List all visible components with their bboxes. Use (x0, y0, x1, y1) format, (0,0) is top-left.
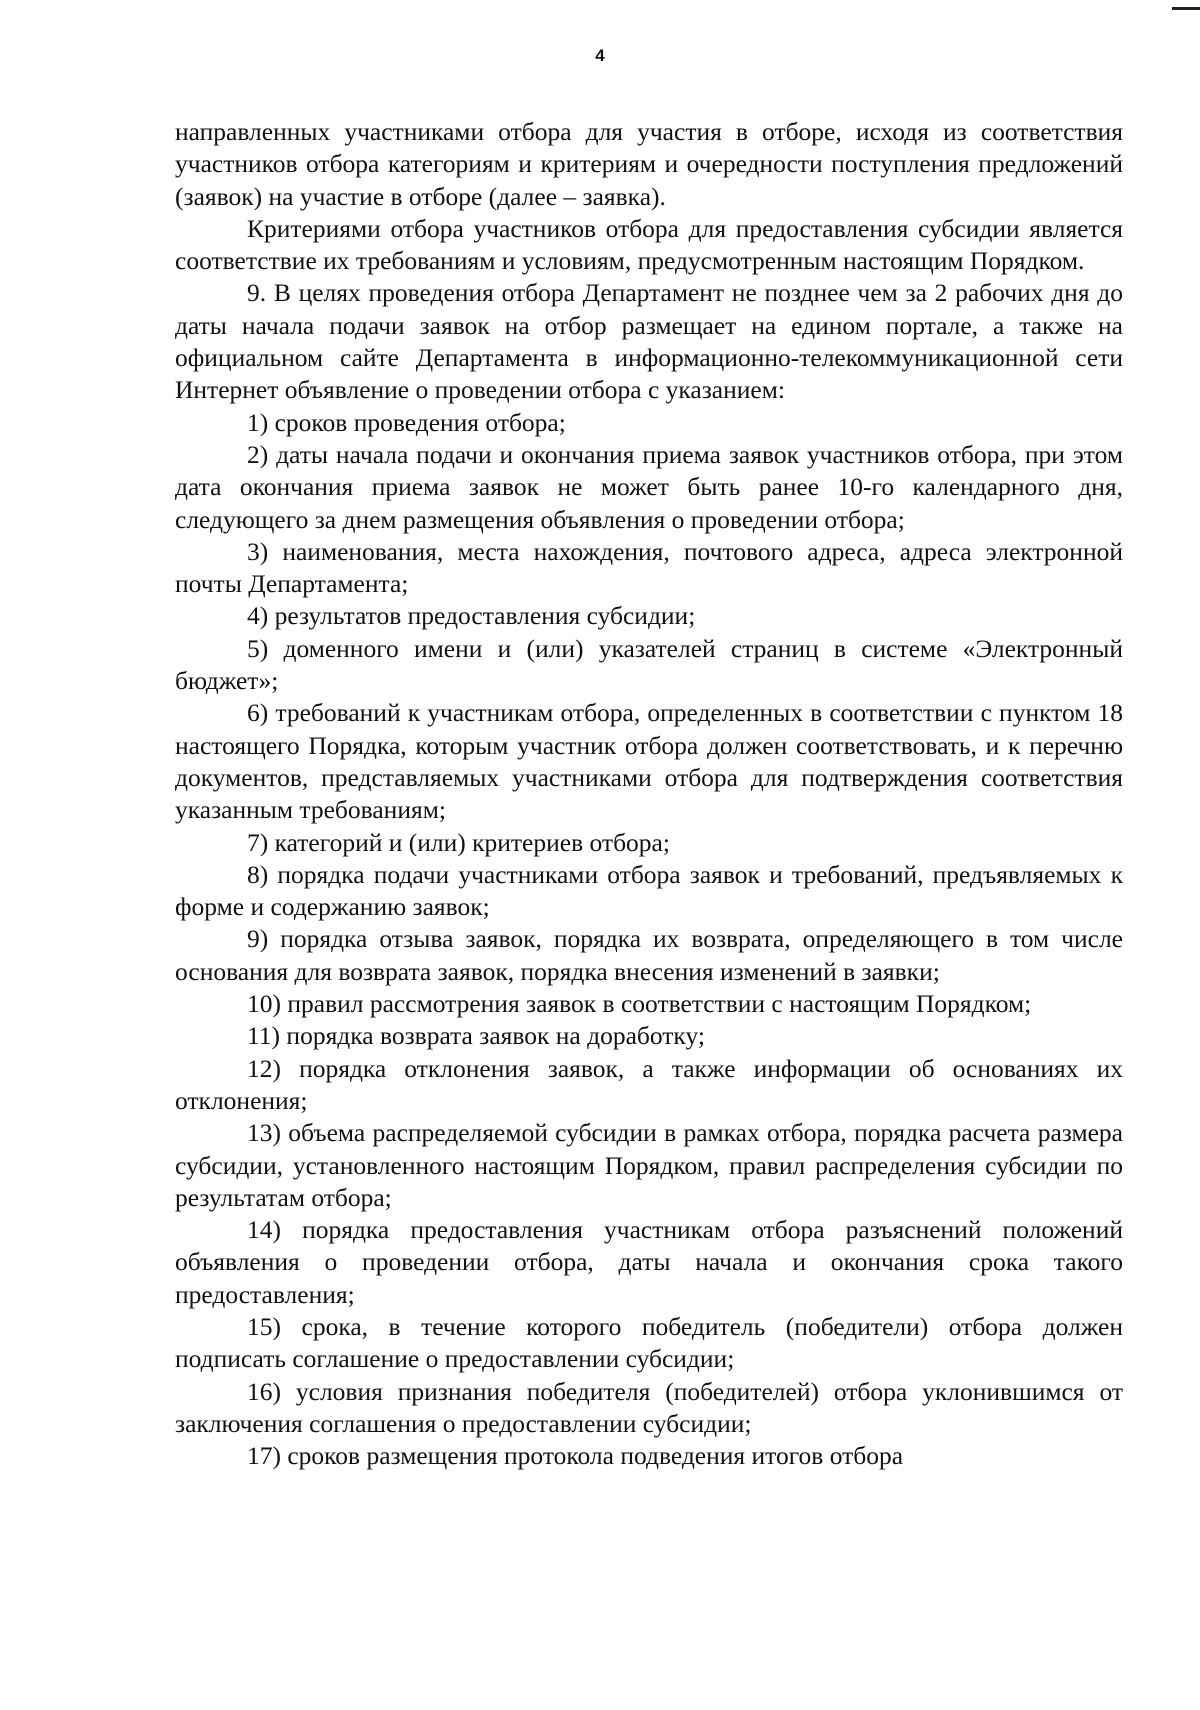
scan-edge-mark (1172, 7, 1200, 10)
paragraph-continuation: направленных участниками отбора для участия в отборе, исходя из соответствия участников отбора категориям и критериям и очередности поступления предложений (заявок) на участие в отборе (далее – заявка). (175, 117, 1123, 211)
list-item-14: 14) порядка предоставления участникам отбора разъяснений положений объявления о проведении отбора, даты начала и окончания срока такого предоставления; (175, 1215, 1123, 1309)
page-number: 4 (595, 46, 605, 65)
list-item-9: 9) порядка отзыва заявок, порядка их возврата, определяющего в том числе основания для возврата заявок, порядка внесения изменений в заявки; (175, 924, 1123, 986)
list-item-4: 4) результатов предоставления субсидии; (247, 601, 696, 631)
list-item-6: 6) требований к участникам отбора, определенных в соответствии с пунктом 18 настоящего Порядка, которым участник отбора должен соответствовать, и к перечню документов, представляемых участниками отбора для подтверждения соответствия указанным требованиям; (175, 698, 1123, 825)
list-item-15: 15) срока, в течение которого победитель (победители) отбора должен подписать соглашение о предоставлении субсидии; (175, 1311, 1123, 1374)
list-item-8: 8) порядка подачи участниками отбора заявок и требований, предъявляемых к форме и содержанию заявок; (175, 859, 1123, 922)
list-item-11: 11) порядка возврата заявок на доработку; (247, 1021, 705, 1051)
paragraph-clause-9: 9. В целях проведения отбора Департамент не позднее чем за 2 рабочих дня до даты начала подачи заявок на отбор размещает на едином портале, а также на официальном сайте Департамента в информационно-телекоммуникационной сети Интернет объявление о проведении отбора с указанием: (175, 278, 1123, 405)
document-body (175, 116, 1123, 1472)
list-item-17: 17) сроков размещения протокола подведения итогов отбора (247, 1441, 904, 1471)
list-item-5: 5) доменного имени и (или) указателей страниц в системе «Электронный бюджет»; (175, 633, 1123, 696)
list-item-3: 3) наименования, места нахождения, почтового адреса, адреса электронной почты Департамента; (175, 536, 1123, 599)
list-item-12: 12) порядка отклонения заявок, а также информации об основаниях их отклонения; (175, 1053, 1123, 1115)
list-item-16: 16) условия признания победителя (победителей) отбора уклонившимся от заключения соглашения о предоставлении субсидии; (175, 1376, 1123, 1438)
list-item-7: 7) категорий и (или) критериев отбора; (247, 827, 670, 857)
paragraph-criteria: Критериями отбора участников отбора для предоставления субсидии является соответствие их требованиям и условиям, предусмотренным настоящим Порядком. (175, 213, 1123, 276)
list-item-13: 13) объема распределяемой субсидии в рамках отбора, порядка расчета размера субсидии, установленного настоящим Порядком, правил распределения субсидии по результатам отбора; (175, 1118, 1123, 1212)
list-item-10: 10) правил рассмотрения заявок в соответствии с настоящим Порядком; (247, 989, 1032, 1019)
list-item-2: 2) даты начала подачи и окончания приема заявок участников отбора, при этом дата окончания приема заявок не может быть ранее 10-го календарного дня, следующего за днем размещения объявления о проведении отбора; (175, 439, 1123, 534)
list-item-1: 1) сроков проведения отбора; (247, 407, 566, 437)
